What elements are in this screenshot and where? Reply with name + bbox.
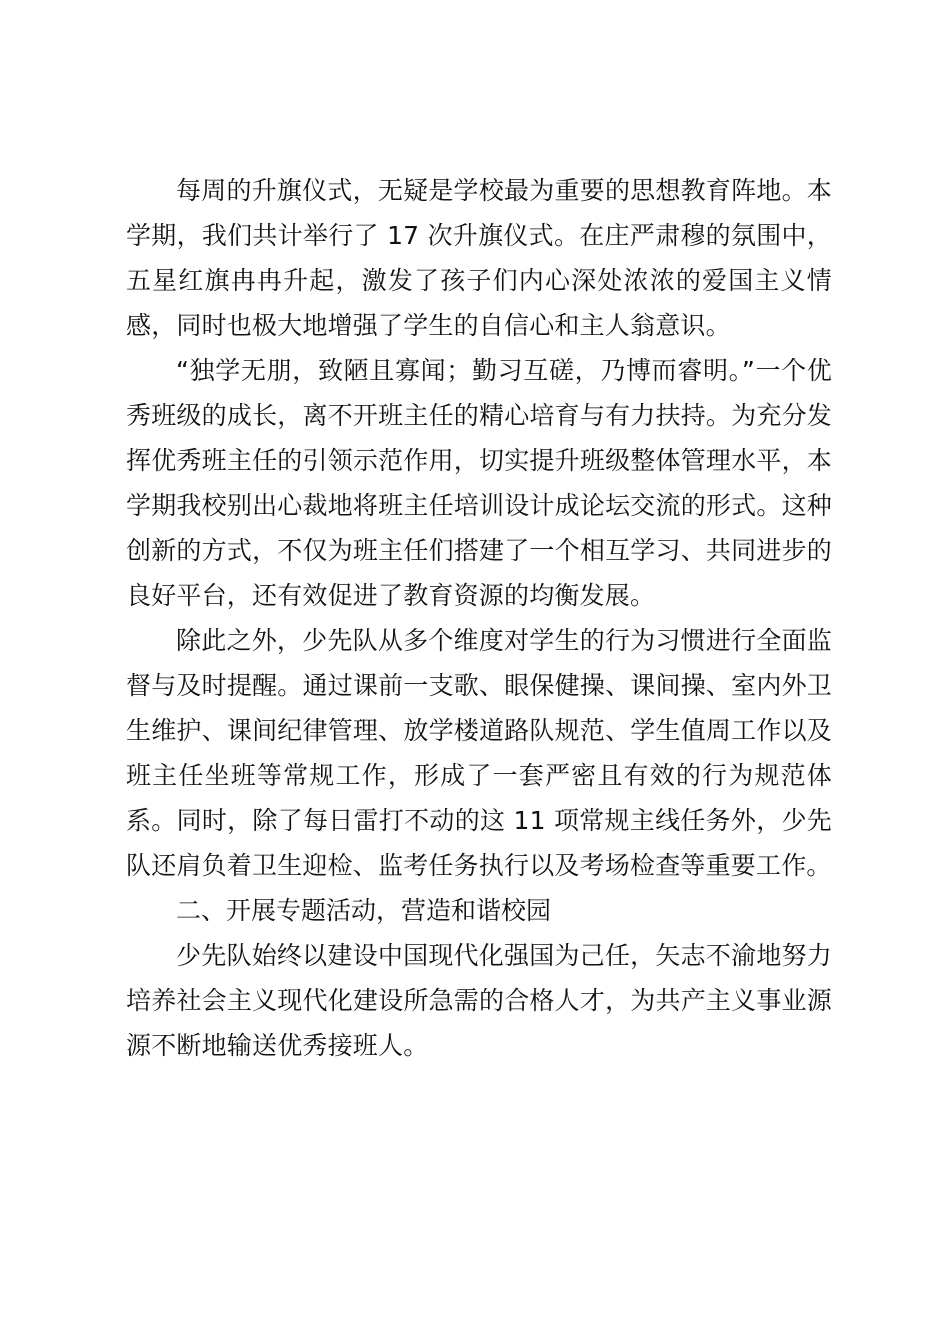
paragraph-behavior-supervision: 除此之外，少先队从多个维度对学生的行为习惯进行全面监督与及时提醒。通过课前一支歌、眼保健操、课间操、室内外卫生维护、课间纪律管理、放学楼道路队规范、学生值周工作以及班主任坐班等常规工作，形成了一套严密且有效的行为规范体系。同时，除了每日雷打不动的这 11 项常规主线任务外，少先队还肩负着卫生迎检、监考任务执行以及考场检查等重要工作。 (126, 626, 832, 880)
body-text (126, 168, 832, 1068)
paragraph-flag-ceremony: 每周的升旗仪式，无疑是学校最为重要的思想教育阵地。本学期，我们共计举行了 17 次升旗仪式。在庄严肃穆的氛围中，五星红旗冉冉升起，激发了孩子们内心深处浓浓的爱国主义情感，同时也极大地增强了学生的自信心和主人翁意识。 (126, 176, 832, 340)
paragraph-head-teacher-forum: “独学无朋，致陋且寡闻；勤习互磋，乃博而睿明。”一个优秀班级的成长，离不开班主任的精心培育与有力扶持。为充分发挥优秀班主任的引领示范作用，切实提升班级整体管理水平，本学期我校别出心裁地将班主任培训设计成论坛交流的形式。这种创新的方式，不仅为班主任们搭建了一个相互学习、共同进步的良好平台，还有效促进了教育资源的均衡发展。 (126, 356, 832, 610)
section-heading: 二、开展专题活动，营造和谐校园 (176, 896, 552, 925)
paragraph-young-pioneers-mission: 少先队始终以建设中国现代化强国为己任，矢志不渝地努力培养社会主义现代化建设所急需的合格人才，为共产主义事业源源不断地输送优秀接班人。 (126, 941, 832, 1060)
